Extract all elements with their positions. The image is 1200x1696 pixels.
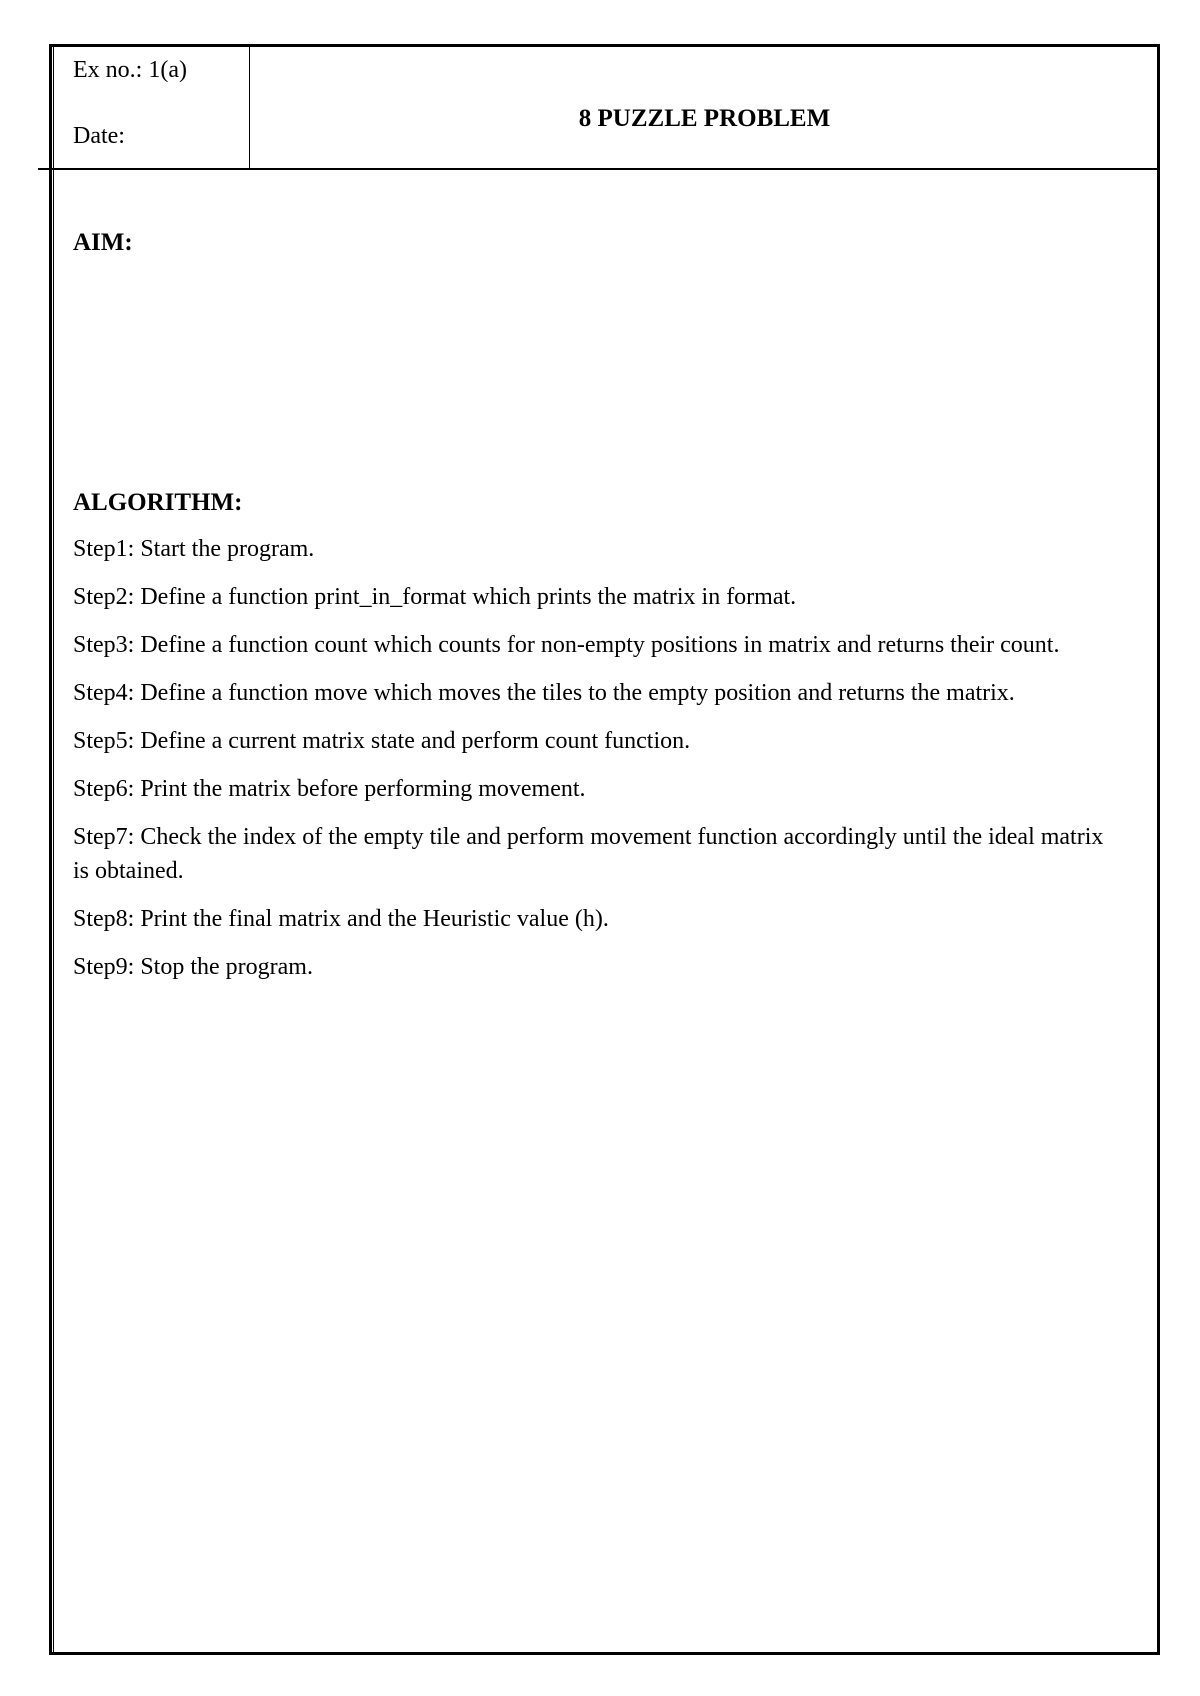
algorithm-step: Step1: Start the program.	[73, 536, 315, 562]
algorithm-steps	[73, 532, 1113, 984]
algorithm-step: Step8: Print the final matrix and the Heuristic value (h).	[73, 906, 609, 932]
date-label: Date:	[73, 123, 125, 149]
exercise-number: Ex no.: 1(a)	[73, 57, 187, 83]
algorithm-step: Step7: Check the index of the empty tile and perform movement function accordingly until the ideal matrix is obtained.	[73, 824, 1104, 884]
aim-heading: AIM:	[73, 229, 133, 256]
page-title: 8 PUZZLE PROBLEM	[578, 105, 831, 132]
header-column-divider	[249, 46, 250, 169]
algorithm-step: Step4: Define a function move which moves the tiles to the empty position and returns the matrix.	[73, 680, 1015, 706]
algorithm-step: Step5: Define a current matrix state and perform count function.	[73, 728, 691, 754]
document-body	[73, 226, 1113, 998]
algorithm-step: Step9: Stop the program.	[73, 954, 313, 980]
algorithm-step: Step3: Define a function count which counts for non-empty positions in matrix and returns their count.	[73, 632, 1060, 658]
algorithm-step: Step2: Define a function print_in_format which prints the matrix in format.	[73, 584, 797, 610]
algorithm-heading: ALGORITHM:	[73, 489, 243, 516]
page-border-inner-line	[53, 44, 54, 1655]
algorithm-step: Step6: Print the matrix before performing movement.	[73, 776, 586, 802]
header-bottom-rule	[38, 168, 1160, 170]
